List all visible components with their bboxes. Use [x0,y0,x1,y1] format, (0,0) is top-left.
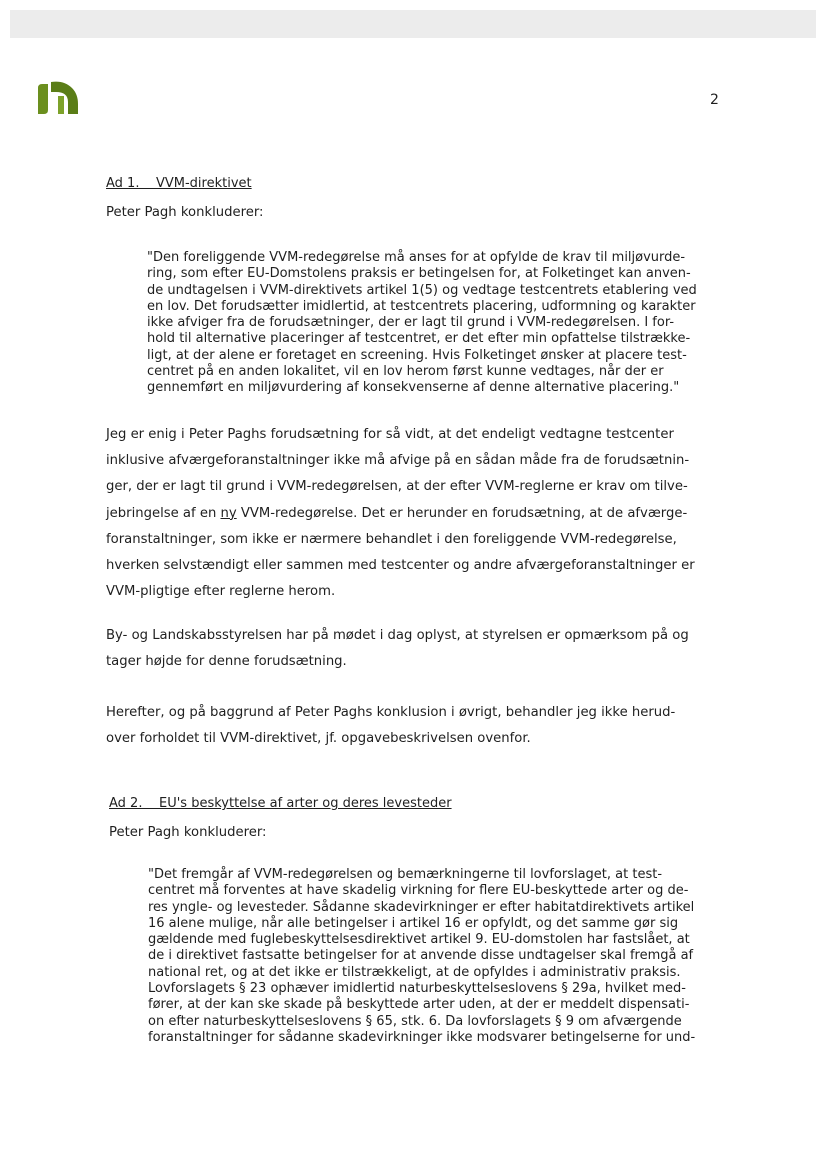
paragraph-line [106,501,724,527]
paragraph-line: hverken selvstændigt eller sammen med testcenter og andre afværgeforanstaltninger er [106,558,695,574]
paragraph-line: tager højde for denne forudsætning. [106,654,347,670]
quote-line: en lov. Det forudsætter imidlertid, at testcentrets placering, udformning og karakter [147,298,696,314]
quote-line: "Den foreliggende VVM-redegørelse må anses for at opfylde de krav til miljøvurde- [147,250,686,265]
text-run: VVM-redegørelse. Det er herunder en forudsætning, at de afværge- [236,505,688,521]
paragraph-line: inklusive afværgeforanstaltninger ikke må afvige på en sådan måde fra de forudsætnin- [106,453,690,469]
quote-line: ligt, at der alene er foretaget en screening. Hvis Folketinget ønsker at placere test- [147,347,687,363]
paragraph-line: VVM-pligtige efter reglerne herom. [106,584,336,600]
section-intro: Peter Pagh konkluderer: [109,825,267,840]
scan-edge-band [10,10,816,38]
quote-line: Lovforslagets § 23 ophæver imidlertid naturbeskyttelseslovens § 29a, hvilket med- [148,981,686,997]
section-intro: Peter Pagh konkluderer: [106,205,264,220]
quote-line: hold til alternative placeringer af testcentret, er det efter min opfattelse tilstrække- [147,331,691,347]
paragraph-line: Herefter, og på baggrund af Peter Paghs konklusion i øvrigt, behandler jeg ikke herud- [106,705,676,720]
quote-line: de i direktivet fastsatte betingelser for at anvende disse undtagelser skal fremgå af [148,948,694,964]
body-paragraph [106,623,724,675]
company-logo-icon [34,80,80,116]
text-run: jebringelse af en [106,505,221,521]
paragraph-line: foranstaltninger, som ikke er nærmere behandlet i den foreliggende VVM-redegørelse, [106,531,677,547]
quote-line: 16 alene mulige, når alle betingelser i artikel 16 er opfyldt, og det samme gør sig [148,915,679,931]
quote-line: national ret, og at det ikke er tilstrækkeligt, at de opfyldes i administrativ praksis. [148,964,681,980]
section-heading-vvm: Ad 1. VVM-direktivet [106,176,252,191]
paragraph-line: ger, der er lagt til grund i VVM-redegørelsen, at der efter VVM-reglerne er krav om tilve- [106,479,688,495]
page-number: 2 [710,92,719,108]
quote-line: centret på en anden lokalitet, vil en lov herom først kunne vedtages, når der er [147,364,664,380]
body-paragraph [106,700,724,752]
underlined-word: ny [220,505,237,521]
quote-line: foranstaltninger for sådanne skadevirkninger ikke modsvarer betingelserne for und- [148,1029,696,1045]
quote-block [147,250,721,397]
quote-line: fører, at der kan ske skade på beskyttede arter uden, at der er meddelt dispensati- [148,997,690,1013]
quote-block [148,867,722,1046]
paragraph-line: Jeg er enig i Peter Paghs forudsætning for så vidt, at det endeligt vedtagne testcenter [106,427,674,442]
quote-line: on efter naturbeskyttelseslovens § 65, stk. 6. Da lovforslagets § 9 om afværgende [148,1013,682,1029]
section-heading-eu-species: Ad 2. EU's beskyttelse af arter og deres levesteder [109,796,452,811]
paragraph-line: By- og Landskabsstyrelsen har på mødet i dag oplyst, at styrelsen er opmærksom på og [106,628,689,643]
quote-line: res yngle- og levesteder. Sådanne skadevirkninger er efter habitatdirektivets artikel [148,899,695,915]
quote-line: ring, som efter EU-Domstolens praksis er betingelsen for, at Folketinget kan anven- [147,266,691,282]
quote-line: "Det fremgår af VVM-redegørelsen og bemærkningerne til lovforslaget, at test- [148,867,663,882]
paragraph-line: over forholdet til VVM-direktivet, jf. opgavebeskrivelsen ovenfor. [106,731,531,747]
quote-line: ikke afviger fra de forudsætninger, der er lagt til grund i VVM-redegørelsen. I for- [147,315,675,331]
quote-line: gennemført en miljøvurdering af konsekvenserne af denne alternative placering." [147,380,680,396]
quote-line: centret må forventes at have skadelig virkning for flere EU-beskyttede arter og de- [148,883,689,899]
body-paragraph [106,422,724,605]
quote-line: de undtagelsen i VVM-direktivets artikel 1(5) og vedtage testcentrets etablering ved [147,282,697,298]
quote-line: gældende med fuglebeskyttelsesdirektivet artikel 9. EU-domstolen har fastslået, at [148,932,690,948]
